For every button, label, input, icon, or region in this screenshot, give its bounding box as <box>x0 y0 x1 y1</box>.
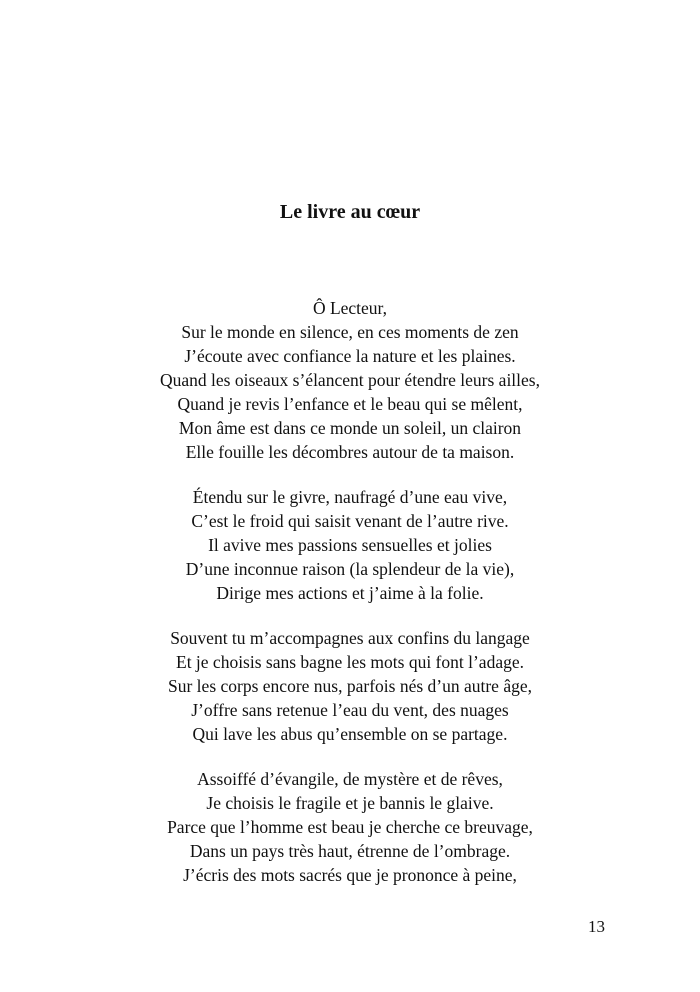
poem-line: Elle fouille les décombres autour de ta maison. <box>185 442 515 462</box>
poem-line: Parce que l’homme est beau je cherche ce breuvage, <box>167 817 533 837</box>
poem-line: J’offre sans retenue l’eau du vent, des nuages <box>191 700 509 720</box>
poem-line: Assoiffé d’évangile, de mystère et de rêves, <box>197 769 503 789</box>
poem-opening-line: Ô Lecteur, <box>312 298 388 318</box>
poem-line: C’est le froid qui saisit venant de l’autre rive. <box>191 511 509 531</box>
poem-line: Il avive mes passions sensuelles et jolies <box>208 535 492 555</box>
stanza-break <box>0 746 700 767</box>
poem-line: Quand je revis l’enfance et le beau qui se mêlent, <box>177 394 523 414</box>
poem-title: Le livre au cœur <box>279 201 421 223</box>
poem-line: Sur les corps encore nus, parfois nés d’un autre âge, <box>168 676 532 696</box>
poem-body <box>0 296 700 887</box>
poem-line: Qui lave les abus qu’ensemble on se partage. <box>192 724 508 744</box>
poem-line: Dans un pays très haut, étrenne de l’ombrage. <box>189 841 511 861</box>
stanza-break <box>0 464 700 485</box>
poem-line: Étendu sur le givre, naufragé d’une eau vive, <box>192 487 508 507</box>
poem-line: Et je choisis sans bagne les mots qui font l’adage. <box>176 652 524 672</box>
stanza-break <box>0 605 700 626</box>
poem-line: Je choisis le fragile et je bannis le glaive. <box>206 793 494 813</box>
poem-line: D’une inconnue raison (la splendeur de la vie), <box>185 559 515 579</box>
poem-line: Sur le monde en silence, en ces moments de zen <box>181 322 519 342</box>
poem-line: J’écris des mots sacrés que je prononce à peine, <box>183 865 517 885</box>
poem-line: J’écoute avec confiance la nature et les plaines. <box>184 346 516 366</box>
poem-line: Quand les oiseaux s’élancent pour étendre leurs ailles, <box>159 370 540 390</box>
poem-line: Souvent tu m’accompagnes aux confins du langage <box>170 628 530 648</box>
page-number: 13 <box>588 917 605 936</box>
poem-line: Mon âme est dans ce monde un soleil, un clairon <box>178 418 522 438</box>
poem-line: Dirige mes actions et j’aime à la folie. <box>216 583 484 603</box>
